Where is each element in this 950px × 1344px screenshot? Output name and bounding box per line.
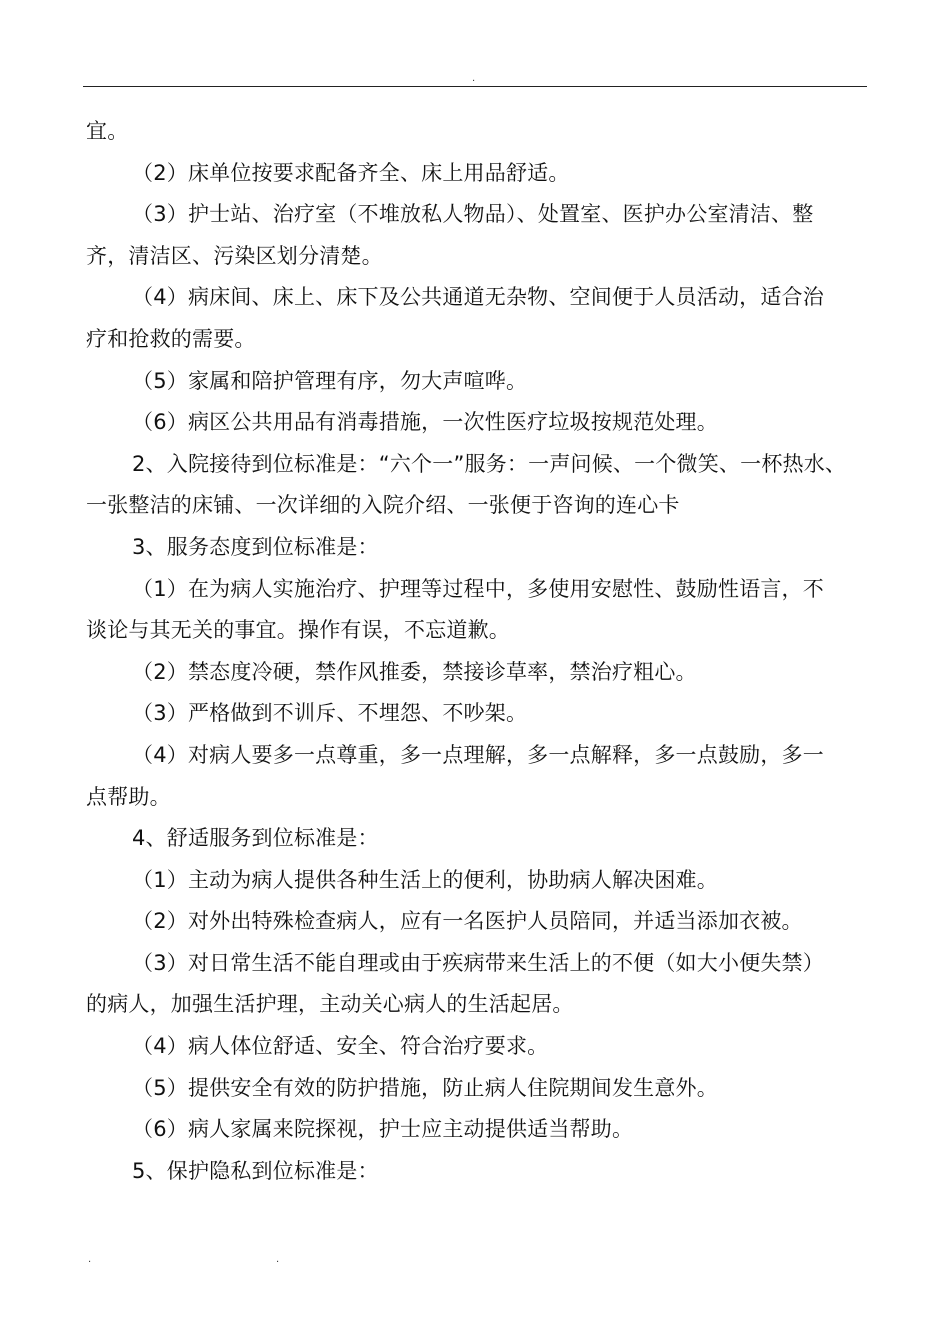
- text-line: 的病人，加强生活护理，主动关心病人的生活起居。: [86, 992, 574, 1017]
- text-line: （6）病人家属来院探视，护士应主动提供适当帮助。: [132, 1117, 634, 1142]
- text-line: （3）对日常生活不能自理或由于疾病带来生活上的不便（如大小便失禁）: [132, 950, 824, 975]
- text-line: （5）提供安全有效的防护措施，防止病人住院期间发生意外。: [132, 1075, 718, 1100]
- text-line: （4）病床间、床上、床下及公共通道无杂物、空间便于人员活动，适合治: [132, 285, 824, 310]
- text-line: 谈论与其无关的事宜。操作有误，不忘道歉。: [86, 618, 510, 643]
- footer-mark-left: .: [88, 1254, 92, 1265]
- text-line: 4、舒适服务到位标准是：: [132, 826, 379, 851]
- text-line: （2）禁态度冷硬，禁作风推委，禁接诊草率，禁治疗粗心。: [132, 659, 697, 684]
- text-line: 2、入院接待到位标准是：“六个一”服务：一声问候、一个微笑、一杯热水、: [132, 451, 847, 476]
- text-line: （3）严格做到不训斥、不埋怨、不吵架。: [132, 701, 528, 726]
- text-line: 疗和抢救的需要。: [86, 326, 256, 351]
- text-line: （4）病人体位舒适、安全、符合治疗要求。: [132, 1034, 549, 1059]
- text-line: 5、保护隐私到位标准是：: [132, 1158, 379, 1183]
- text-line: （1）在为病人实施治疗、护理等过程中，多使用安慰性、鼓励性语言，不: [132, 576, 824, 601]
- text-line: 点帮助。: [86, 784, 171, 809]
- header-mark: .: [472, 73, 476, 84]
- header-rule: [83, 86, 867, 87]
- text-line: （2）对外出特殊检查病人，应有一名医护人员陪同，并适当添加衣被。: [132, 909, 803, 934]
- text-line: （4）对病人要多一点尊重，多一点理解，多一点解释，多一点鼓励，多一: [132, 742, 824, 767]
- text-line: 齐，清洁区、污染区划分清楚。: [86, 243, 383, 268]
- text-line: （1）主动为病人提供各种生活上的便利，协助病人解决困难。: [132, 867, 718, 892]
- text-line: （5）家属和陪护管理有序，勿大声喧哗。: [132, 368, 528, 393]
- document-body: [86, 111, 870, 1192]
- text-line: 一张整洁的床铺、一次详细的入院介绍、一张便于咨询的连心卡: [86, 493, 680, 518]
- text-line: （6）病区公共用品有消毒措施，一次性医疗垃圾按规范处理。: [132, 410, 718, 435]
- text-line: 宜。: [86, 119, 129, 143]
- text-line: 3、服务态度到位标准是：: [132, 534, 379, 559]
- footer-mark-right: .: [276, 1254, 280, 1265]
- text-line: （2）床单位按要求配备齐全、床上用品舒适。: [132, 160, 570, 185]
- text-line: （3）护士站、治疗室（不堆放私人物品）、处置室、医护办公室清洁、整: [132, 202, 814, 227]
